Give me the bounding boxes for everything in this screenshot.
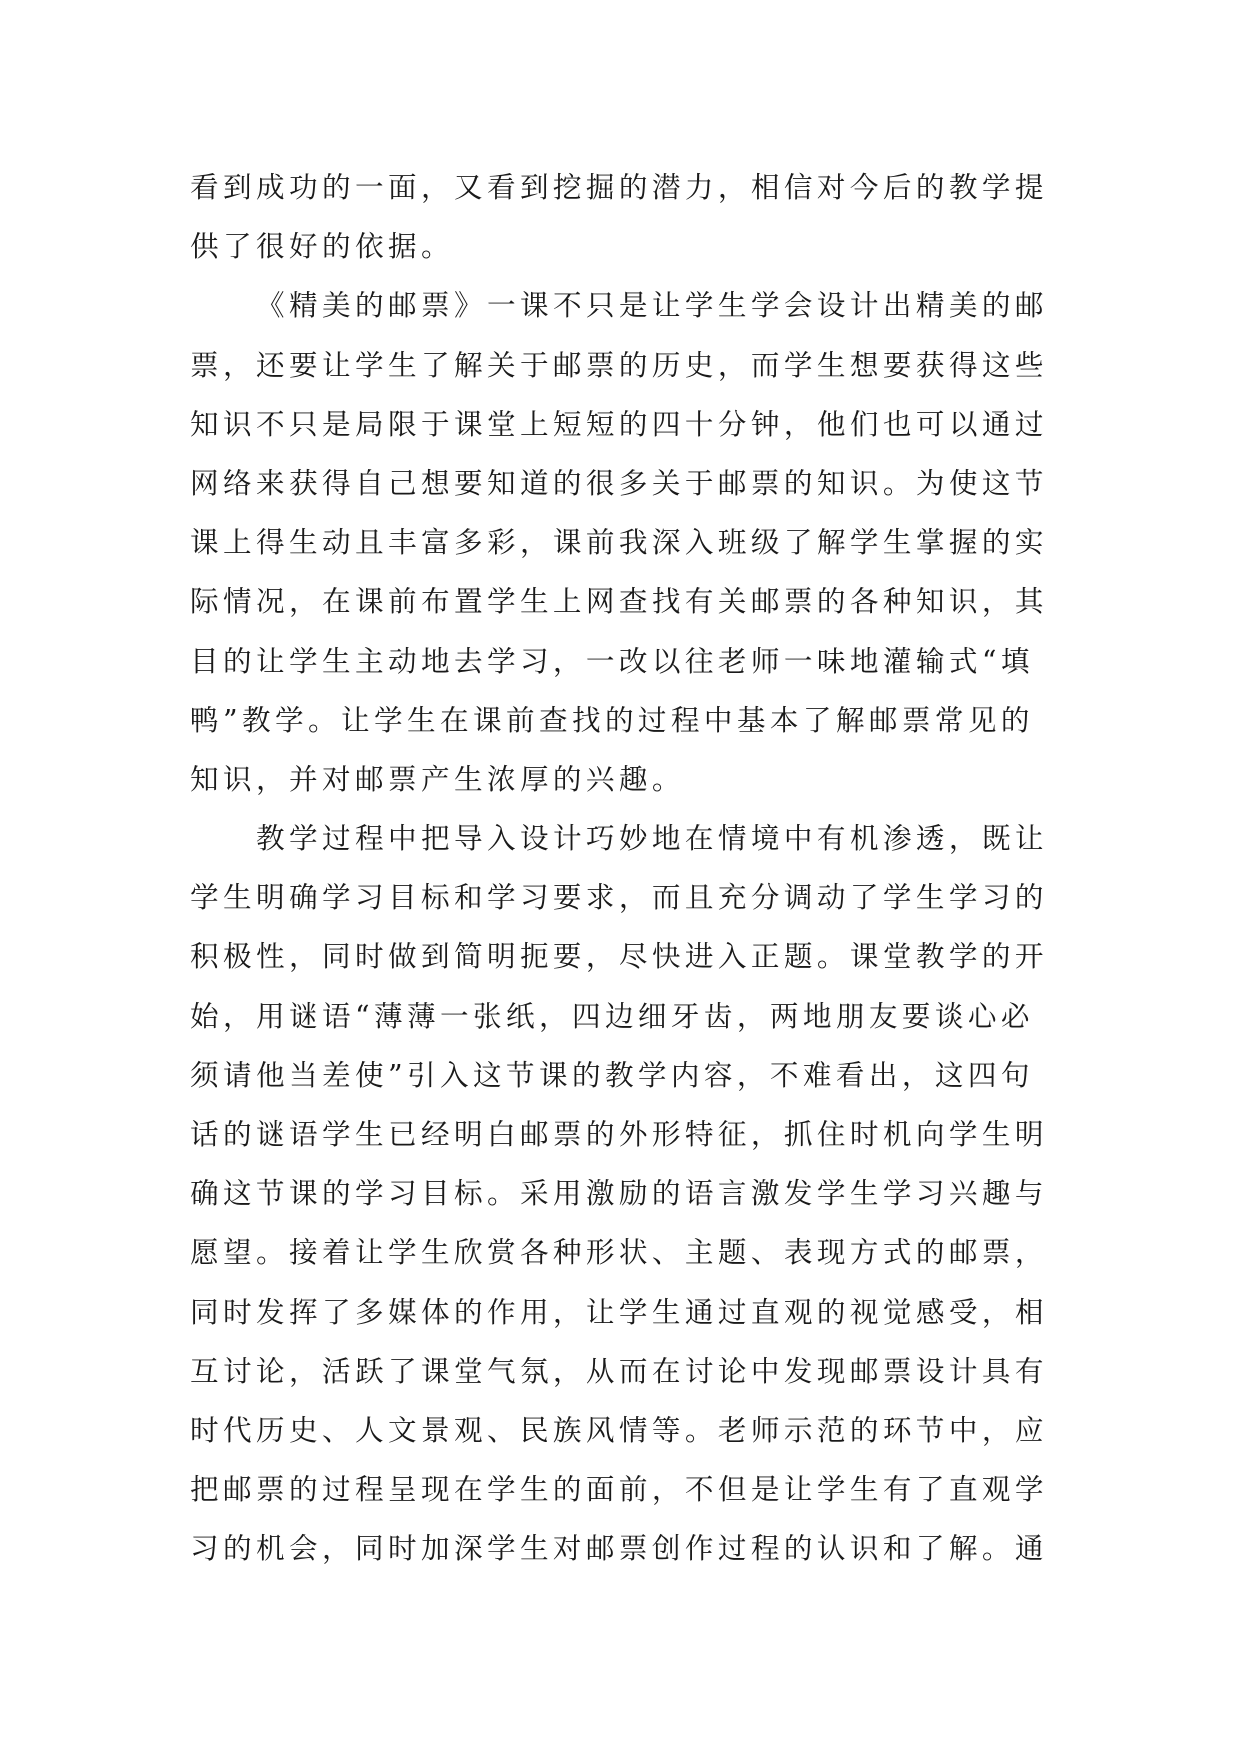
text-line: 际情况，在课前布置学生上网查找有关邮票的各种知识，其 xyxy=(190,584,1048,619)
document-body xyxy=(190,158,1052,1579)
text-line: 愿望。接着让学生欣赏各种形状、主题、表现方式的邮票， xyxy=(190,1235,1048,1270)
text-line: 须请他当差使”引入这节课的教学内容，不难看出，这四句 xyxy=(190,1057,1034,1092)
text-line: 学生明确学习目标和学习要求，而且充分调动了学生学习的 xyxy=(190,880,1048,915)
text-line: 同时发挥了多媒体的作用，让学生通过直观的视觉感受，相 xyxy=(190,1294,1048,1329)
paragraph-start-line: 教学过程中把导入设计巧妙地在情境中有机渗透，既让 xyxy=(256,821,1048,856)
text-line: 供了很好的依据。 xyxy=(190,229,454,264)
text-line: 网络来获得自己想要知道的很多关于邮票的知识。为使这节 xyxy=(190,465,1048,500)
text-line: 话的谜语学生已经明白邮票的外形特征，抓住时机向学生明 xyxy=(190,1117,1048,1151)
text-line: 知识，并对邮票产生浓厚的兴趣。 xyxy=(190,761,685,796)
text-line: 鸭”教学。让学生在课前查找的过程中基本了解邮票常见的 xyxy=(190,702,1034,737)
text-line: 始，用谜语“薄薄一张纸，四边细牙齿，两地朋友要谈心必 xyxy=(190,998,1034,1033)
text-line: 习的机会，同时加深学生对邮票创作过程的认识和了解。通 xyxy=(190,1531,1048,1566)
text-line: 确这节课的学习目标。采用激励的语言激发学生学习兴趣与 xyxy=(190,1176,1048,1211)
text-line: 时代历史、人文景观、民族风情等。老师示范的环节中，应 xyxy=(190,1412,1048,1447)
text-line: 票，还要让学生了解关于邮票的历史，而学生想要获得这些 xyxy=(190,347,1048,382)
text-line: 看到成功的一面，又看到挖掘的潜力，相信对今后的教学提 xyxy=(190,170,1048,204)
text-line: 知识不只是局限于课堂上短短的四十分钟，他们也可以通过 xyxy=(190,406,1048,441)
text-line: 把邮票的过程呈现在学生的面前，不但是让学生有了直观学 xyxy=(190,1472,1048,1507)
paragraph-start-line: 《精美的邮票》一课不只是让学生学会设计出精美的邮 xyxy=(256,288,1048,323)
text-line: 积极性，同时做到简明扼要，尽快进入正题。课堂教学的开 xyxy=(190,939,1048,974)
text-line: 互讨论，活跃了课堂气氛，从而在讨论中发现邮票设计具有 xyxy=(190,1353,1048,1388)
text-line: 目的让学生主动地去学习，一改以往老师一味地灌输式“填 xyxy=(190,643,1034,678)
text-line: 课上得生动且丰富多彩，课前我深入班级了解学生掌握的实 xyxy=(190,525,1048,560)
